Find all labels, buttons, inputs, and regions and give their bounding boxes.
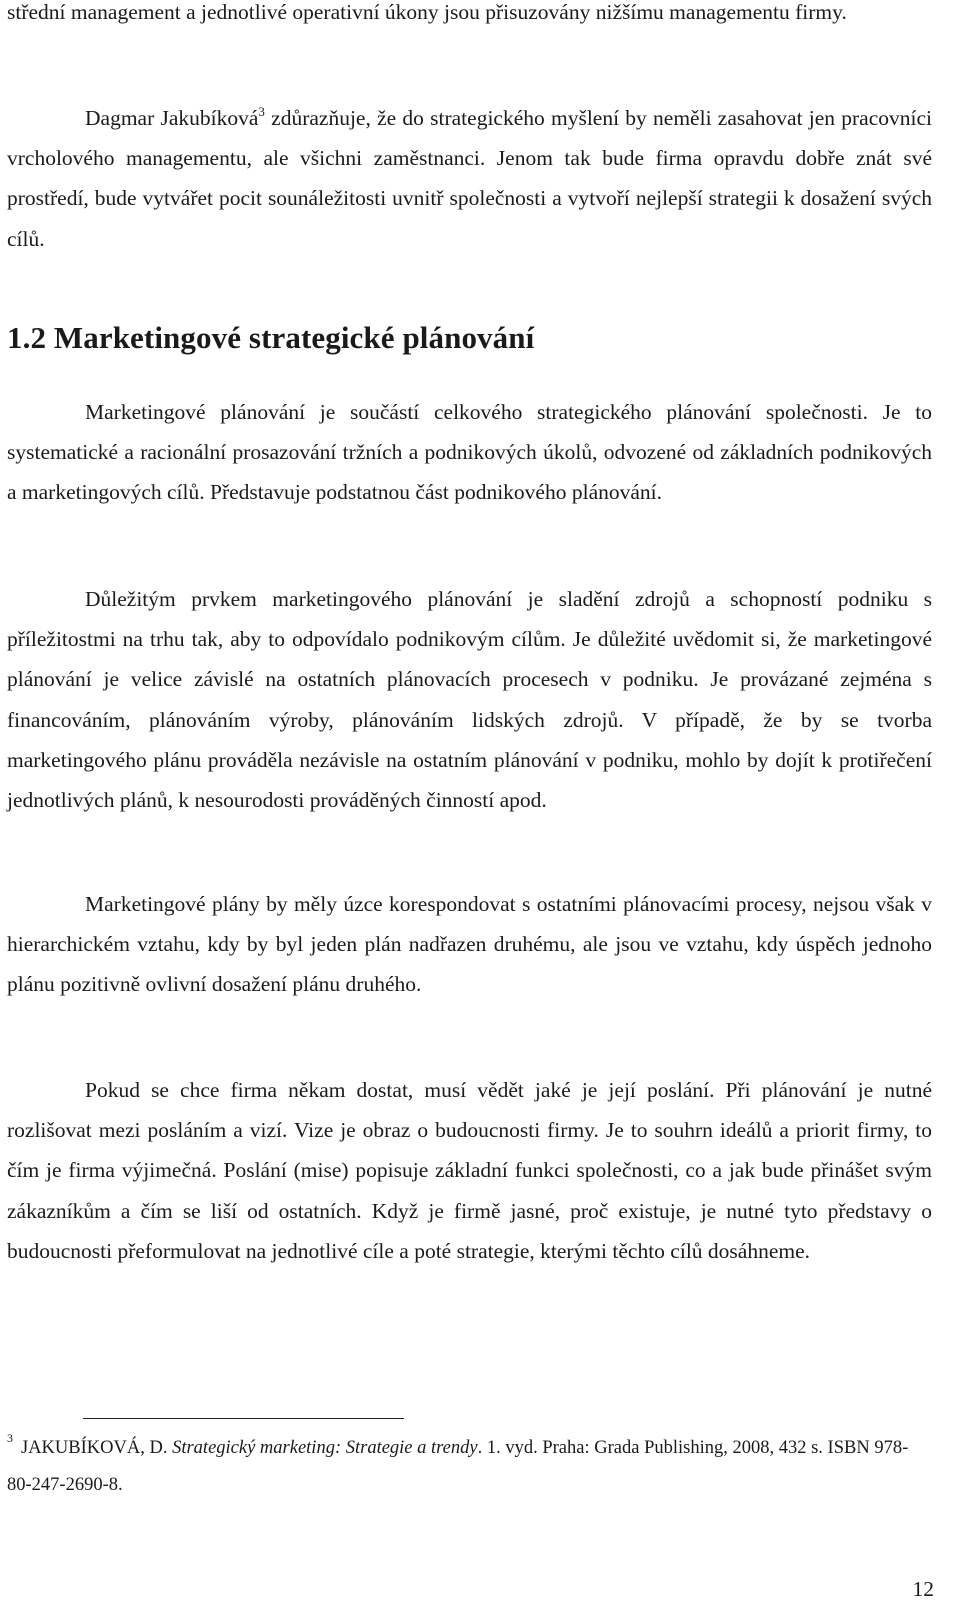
footnote-number: 3 [7,1431,13,1445]
paragraph-marketing-planning [7,392,932,513]
paragraph-marketing-plans [7,884,932,1005]
paragraph-text: Důležitým prvkem marketingového plánování je sladění zdrojů a schopností podniku s příležitostmi na trhu tak, aby to odpovídalo podnikovým cílům. Je důležité uvědomit si, že marketingové plánování je velice závislé na ostatních plánovacích procesech v podniku. Je provázané zejména s financováním, plánováním výroby, plánováním lidských zdrojů. V případě, že by se tvorba marketingového plánu prováděla nezávisle na ostatním plánování v podniku, mohlo by dojít k protiřečení jednotlivých plánů, k nesourodosti prováděných činností apod. [7,587,932,813]
footnote-reference: 3 [258,104,265,119]
paragraph-text: Marketingové plánování je součástí celkového strategického plánování společnosti. Je to systematické a racionální prosazování tržních a podnikových úkolů, odvozené od základních podnikových a marketingových cílů. Představuje podstatnou část podnikového plánování. [7,400,932,505]
footnote-title: Strategický marketing: Strategie a trendy [172,1438,478,1458]
footnote-author: JAKUBÍKOVÁ, D. [21,1438,173,1458]
paragraph-text: Marketingové plány by měly úzce korespondovat s ostatními plánovacími procesy, nejsou však v hierarchickém vztahu, kdy by byl jeden plán nadřazen druhému, ale jsou ve vztahu, kdy úspěch jednoho plánu pozitivně ovlivní dosažení plánu druhého. [7,892,932,997]
footnote-separator [83,1418,404,1419]
paragraph-text: Pokud se chce firma někam dostat, musí vědět jaké je její poslání. Při plánování je nutné rozlišovat mezi posláním a vizí. Vize je obraz o budoucnosti firmy. Je to souhrn ideálů a priorit firmy, to čím je firma výjimečná. Poslání (mise) popisuje základní funkci společnosti, co a jak bude přinášet svým zákazníkům a čím se liší od ostatních. Když je firmě jasné, proč existuje, je nutné tyto představy o budoucnosti přeformulovat na jednotlivé cíle a poté strategie, kterými těchto cílů dosáhneme. [7,1078,932,1263]
paragraph-mission-vision [7,1070,932,1271]
footnote-details: . 1. vyd. Praha: Grada Publishing, 2008, 432 s. ISBN 978-80-247-2690-8. [7,1438,909,1495]
page-number: 12 [912,1577,934,1601]
footnote [7,1430,932,1504]
paragraph-resources-alignment [7,579,932,820]
paragraph-strategic-thinking [7,98,932,259]
section-heading: 1.2 Marketingové strategické plánování [7,320,535,355]
paragraph-continuation [7,0,932,32]
author-name: Dagmar Jakubíková [85,106,259,130]
paragraph-text: zdůrazňuje, že do strategického myšlení by neměli zasahovat jen pracovníci vrcholového managementu, ale všichni zaměstnanci. Jenom tak bude firma opravdu dobře znát své prostředí, bude vytvářet pocit sounáležitosti uvnitř společnosti a vytvoří nejlepší strategii k dosažení svých cílů. [7,106,933,251]
paragraph-text: střední management a jednotlivé operativní úkony jsou přisuzovány nižšímu managementu firmy. [7,0,847,24]
